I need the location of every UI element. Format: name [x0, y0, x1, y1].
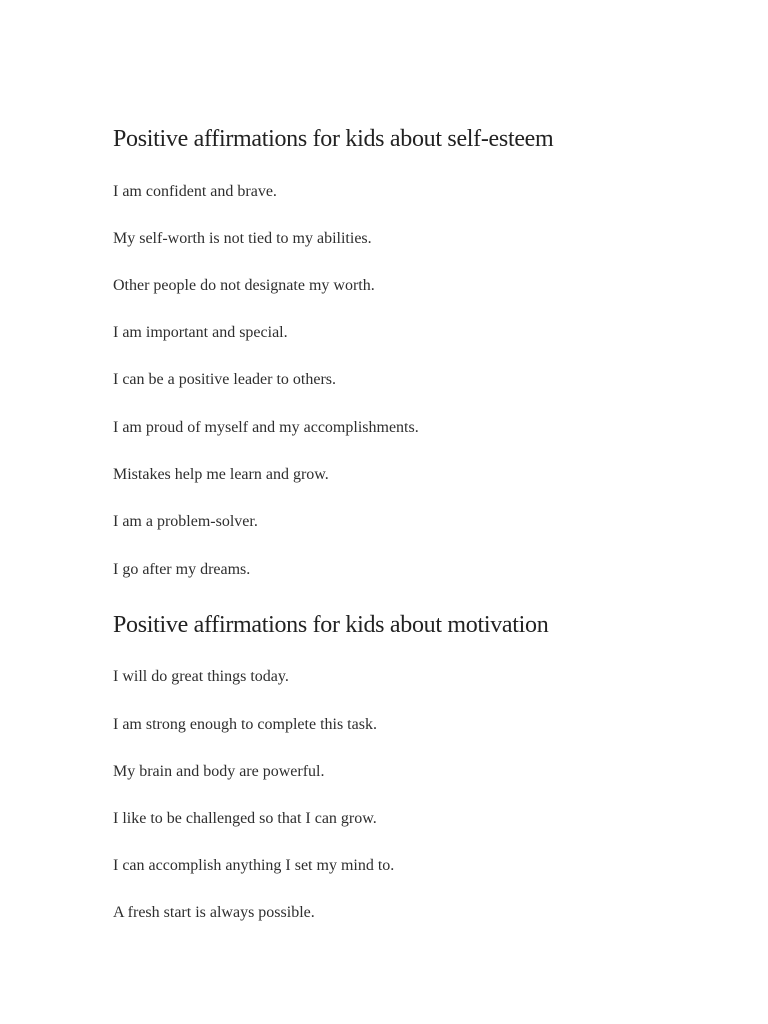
affirmation-item: I am important and special. [113, 324, 288, 341]
affirmation-item: I am proud of myself and my accomplishments. [113, 419, 419, 436]
section-title-motivation: Positive affirmations for kids about motivation [113, 612, 549, 638]
affirmation-item: I will do great things today. [113, 668, 289, 685]
affirmation-item: Mistakes help me learn and grow. [113, 466, 329, 483]
affirmation-item: I am a problem-solver. [113, 513, 258, 530]
section-title-self-esteem: Positive affirmations for kids about self-esteem [113, 126, 554, 152]
affirmation-item: I can accomplish anything I set my mind to. [113, 857, 395, 874]
affirmation-item: I am confident and brave. [113, 183, 277, 200]
affirmation-item: I can be a positive leader to others. [113, 371, 337, 388]
affirmation-item: A fresh start is always possible. [113, 904, 315, 921]
affirmation-item: I go after my dreams. [113, 561, 251, 578]
affirmation-item: I like to be challenged so that I can grow. [113, 810, 377, 827]
affirmation-item: My self-worth is not tied to my abilities. [113, 230, 372, 247]
affirmation-item: My brain and body are powerful. [113, 763, 325, 780]
affirmation-item: Other people do not designate my worth. [113, 277, 375, 294]
affirmation-item: I am strong enough to complete this task. [113, 716, 377, 733]
